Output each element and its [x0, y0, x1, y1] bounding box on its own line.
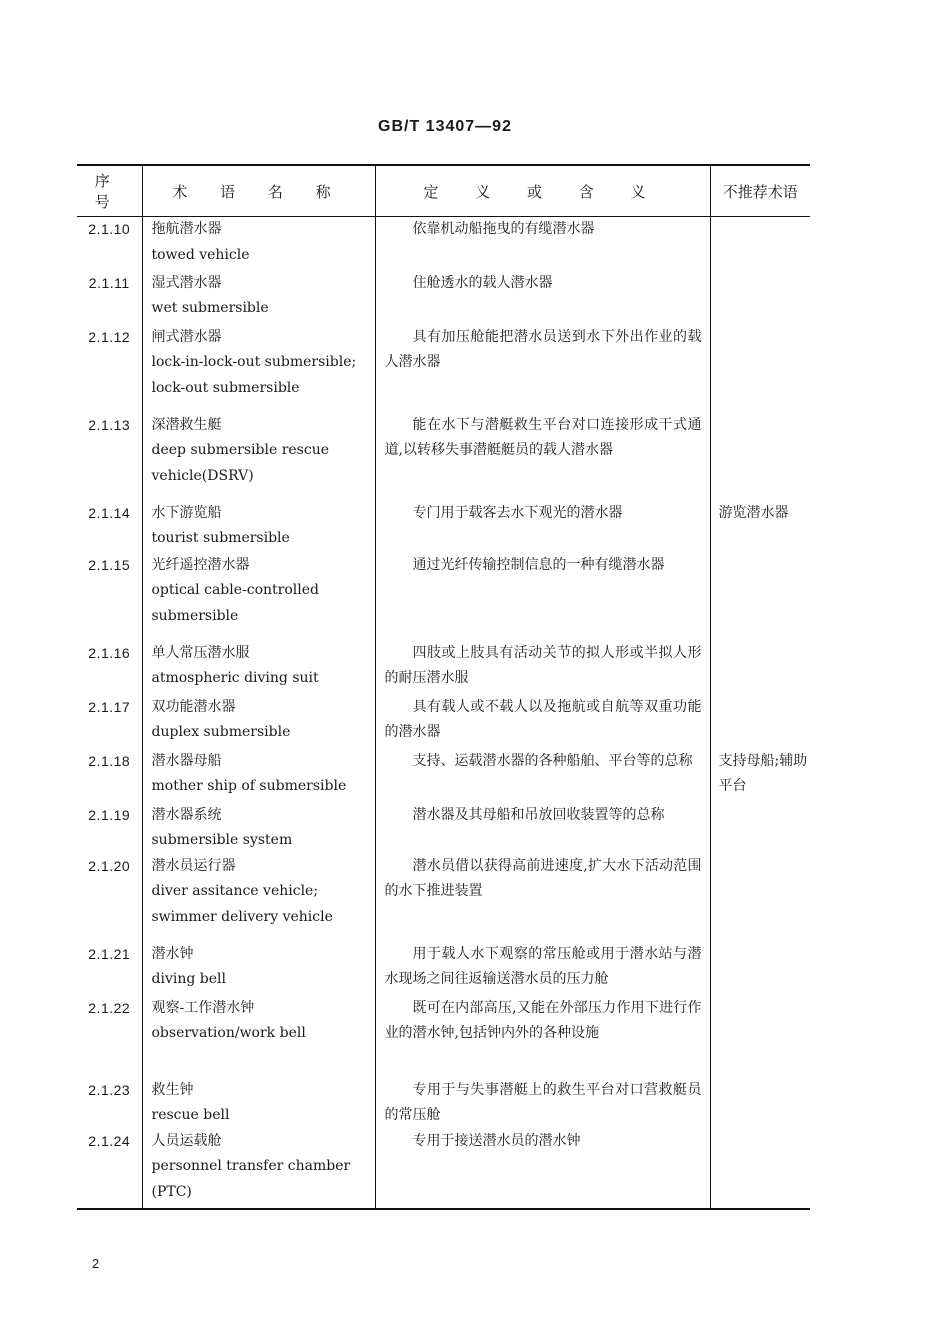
row-term	[142, 271, 375, 325]
term-english: lock-in-lock-out submersible; lock-out submersible	[151, 354, 357, 396]
term-english: tourist submersible	[151, 530, 290, 546]
term-chinese: 潜水器母船	[151, 752, 222, 769]
term-english: diving bell	[151, 971, 226, 987]
row-term	[142, 553, 375, 641]
term-chinese: 光纤遥控潜水器	[151, 556, 250, 573]
terminology-table	[77, 164, 810, 1210]
row-term	[142, 413, 375, 501]
table-row	[77, 854, 810, 942]
row-serial-number: 2.1.13	[88, 416, 131, 433]
row-not-recommended-term	[710, 271, 810, 325]
row-definition: 既可在内部高压,又能在外部压力作用下进行作业的潜水钟,包括钟内外的各种设施	[375, 996, 710, 1078]
term-chinese: 潜水员运行器	[151, 857, 236, 874]
term-chinese: 拖航潜水器	[151, 221, 222, 237]
row-definition: 住舱透水的载人潜水器	[375, 271, 710, 325]
table-row	[77, 271, 810, 325]
row-serial-number: 2.1.14	[88, 504, 131, 521]
row-not-recommended-term: 支持母船;辅助平台	[710, 749, 810, 803]
row-term	[142, 1078, 375, 1129]
row-serial-number: 2.1.23	[88, 1081, 131, 1098]
term-chinese: 潜水钟	[151, 945, 194, 962]
term-chinese: 人员运载舱	[151, 1132, 222, 1149]
row-definition: 能在水下与潜艇救生平台对口连接形成干式通道,以转移失事潜艇艇员的载人潜水器	[375, 413, 710, 501]
row-definition: 通过光纤传输控制信息的一种有缆潜水器	[375, 553, 710, 641]
row-not-recommended-term	[710, 217, 810, 271]
row-definition: 专用于与失事潜艇上的救生平台对口营救艇员的常压舱	[375, 1078, 710, 1129]
table-row	[77, 942, 810, 996]
term-chinese: 单人常压潜水服	[151, 644, 250, 661]
row-definition: 具有加压舱能把潜水员送到水下外出作业的载人潜水器	[375, 325, 710, 413]
row-serial-number: 2.1.24	[88, 1132, 131, 1149]
row-term	[142, 1129, 375, 1209]
term-english: optical cable-controlled submersible	[151, 582, 319, 624]
row-term	[142, 942, 375, 996]
table-header-row	[77, 165, 810, 217]
row-not-recommended-term	[710, 641, 810, 695]
table-row	[77, 553, 810, 641]
row-not-recommended-term	[710, 553, 810, 641]
header-not-recommended-term: 不推荐术语	[710, 165, 810, 217]
term-english: personnel transfer chamber (PTC)	[151, 1158, 351, 1200]
term-chinese: 深潜救生艇	[151, 416, 222, 433]
row-term	[142, 641, 375, 695]
row-serial-number: 2.1.21	[88, 945, 131, 962]
term-english: rescue bell	[151, 1107, 230, 1123]
table-row	[77, 749, 810, 803]
table-row	[77, 413, 810, 501]
row-definition: 具有载人或不载人以及拖航或自航等双重功能的潜水器	[375, 695, 710, 749]
row-not-recommended-term	[710, 996, 810, 1078]
table-row	[77, 501, 810, 553]
table-row	[77, 1078, 810, 1129]
term-chinese: 闸式潜水器	[151, 328, 222, 345]
row-serial-number: 2.1.19	[88, 806, 131, 823]
row-definition: 依靠机动船拖曳的有缆潜水器	[375, 217, 710, 271]
row-term	[142, 803, 375, 854]
term-english: diver assitance vehicle; swimmer delivery vehicle	[151, 883, 333, 925]
row-serial-number: 2.1.11	[88, 274, 130, 291]
term-english: duplex submersible	[151, 724, 291, 740]
term-english: observation/work bell	[151, 1025, 306, 1041]
row-serial-number: 2.1.10	[88, 221, 131, 237]
term-chinese: 救生钟	[151, 1081, 194, 1098]
row-term	[142, 217, 375, 271]
table-row	[77, 641, 810, 695]
header-definition: 定 义 或 含 义	[375, 165, 710, 217]
row-not-recommended-term	[710, 695, 810, 749]
row-not-recommended-term	[710, 803, 810, 854]
table-row	[77, 325, 810, 413]
row-definition: 专用于接送潜水员的潜水钟	[375, 1129, 710, 1209]
row-definition: 支持、运载潜水器的各种船舶、平台等的总称	[375, 749, 710, 803]
row-not-recommended-term	[710, 1129, 810, 1209]
term-chinese: 观察-工作潜水钟	[151, 999, 255, 1016]
row-serial-number: 2.1.17	[88, 698, 131, 715]
term-chinese: 双功能潜水器	[151, 698, 236, 715]
row-definition: 专门用于载客去水下观光的潜水器	[375, 501, 710, 553]
row-definition: 用于载人水下观察的常压舱或用于潜水站与潜水现场之间往返输送潜水员的压力舱	[375, 942, 710, 996]
term-chinese: 潜水器系统	[151, 806, 222, 823]
table-row	[77, 695, 810, 749]
row-term	[142, 695, 375, 749]
row-serial-number: 2.1.20	[88, 857, 131, 874]
row-not-recommended-term: 游览潜水器	[710, 501, 810, 553]
row-not-recommended-term	[710, 942, 810, 996]
term-english: towed vehicle	[151, 246, 250, 263]
row-serial-number: 2.1.15	[88, 556, 131, 573]
row-term	[142, 501, 375, 553]
term-english: deep submersible rescue vehicle(DSRV)	[151, 442, 330, 484]
term-english: wet submersible	[151, 300, 269, 316]
term-chinese: 水下游览船	[151, 504, 222, 521]
table-row	[77, 217, 810, 271]
table-row	[77, 996, 810, 1078]
page-number: 2	[92, 1256, 100, 1271]
row-term	[142, 325, 375, 413]
row-term	[142, 854, 375, 942]
row-definition: 潜水器及其母船和吊放回收装置等的总称	[375, 803, 710, 854]
row-term	[142, 749, 375, 803]
row-not-recommended-term	[710, 413, 810, 501]
term-english: atmospheric diving suit	[151, 670, 319, 686]
term-chinese: 湿式潜水器	[151, 274, 222, 291]
table-row	[77, 1129, 810, 1209]
row-not-recommended-term	[710, 854, 810, 942]
table-row	[77, 803, 810, 854]
row-term	[142, 996, 375, 1078]
row-not-recommended-term	[710, 1078, 810, 1129]
row-not-recommended-term	[710, 325, 810, 413]
header-term-name: 术 语 名 称	[142, 165, 375, 217]
term-english: submersible system	[151, 832, 293, 848]
row-definition: 潜水员借以获得高前进速度,扩大水下活动范围的水下推进装置	[375, 854, 710, 942]
header-serial-number: 序 号	[77, 165, 142, 217]
document-code: GB/T 13407—92	[378, 118, 512, 135]
row-serial-number: 2.1.12	[88, 328, 131, 345]
row-serial-number: 2.1.16	[88, 644, 131, 661]
row-serial-number: 2.1.22	[88, 999, 131, 1016]
row-definition: 四肢或上肢具有活动关节的拟人形或半拟人形的耐压潜水服	[375, 641, 710, 695]
term-english: mother ship of submersible	[151, 778, 347, 794]
table-body	[77, 217, 810, 1209]
row-serial-number: 2.1.18	[88, 752, 131, 769]
